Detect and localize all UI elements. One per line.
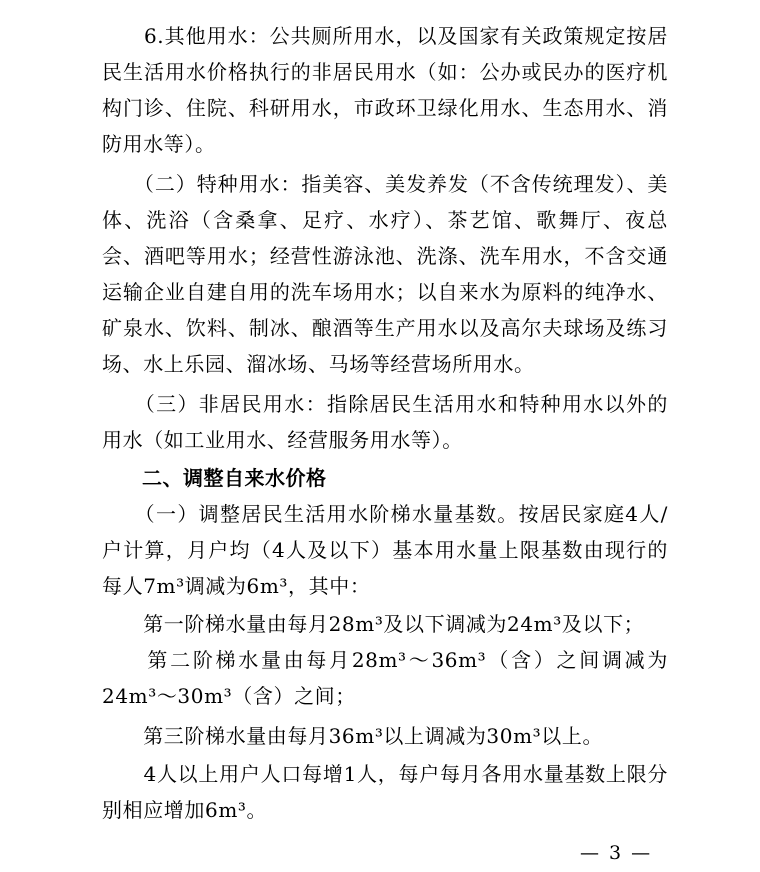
page-number: — 3 — <box>580 842 653 864</box>
paragraph-tier-three: 第三阶梯水量由每月36m³以上调减为30m³以上。 <box>102 724 604 748</box>
paragraph-special-water: （二）特种用水：指美容、美发养发（不含传统理发）、美体、洗浴（含桑拿、足疗、水疗）、茶艺馆、歌舞厅、夜总会、酒吧等用水；经营性游泳池、洗涤、洗车用水，不含交通运输企业自建自用的洗车场用水；以自来水为原料的纯净水、矿泉水、饮料、制冰、酿酒等生产用水以及高尔夫球场及练习场、水上乐园、溜冰场、马场等经营场所用水。 <box>102 172 668 376</box>
section-heading: 二、调整自来水价格 <box>142 466 327 490</box>
paragraph-additional-person: 4人以上用户人口每增1人，每户每月各用水量基数上限分别相应增加6m³。 <box>102 762 668 822</box>
paragraph-non-resident-water: （三）非居民用水：指除居民生活用水和特种用水以外的用水（如工业用水、经营服务用水等）。 <box>102 392 668 452</box>
paragraph-tier-base: （一）调整居民生活用水阶梯水量基数。按居民家庭4人/户计算，月户均（4人及以下）基本用水量上限基数由现行的每人7m³调减为6m³，其中： <box>102 502 668 598</box>
paragraph-other-water: 6.其他用水：公共厕所用水，以及国家有关政策规定按居民生活用水价格执行的非居民用水（如：公办或民办的医疗机构门诊、住院、科研用水，市政环卫绿化用水、生态用水、消防用水等）。 <box>102 24 668 156</box>
paragraph-tier-one: 第一阶梯水量由每月28m³及以下调减为24m³及以下； <box>102 612 645 636</box>
paragraph-tier-two: 第二阶梯水量由每月28m³～36m³（含）之间调减为24m³～30m³（含）之间； <box>102 648 668 708</box>
